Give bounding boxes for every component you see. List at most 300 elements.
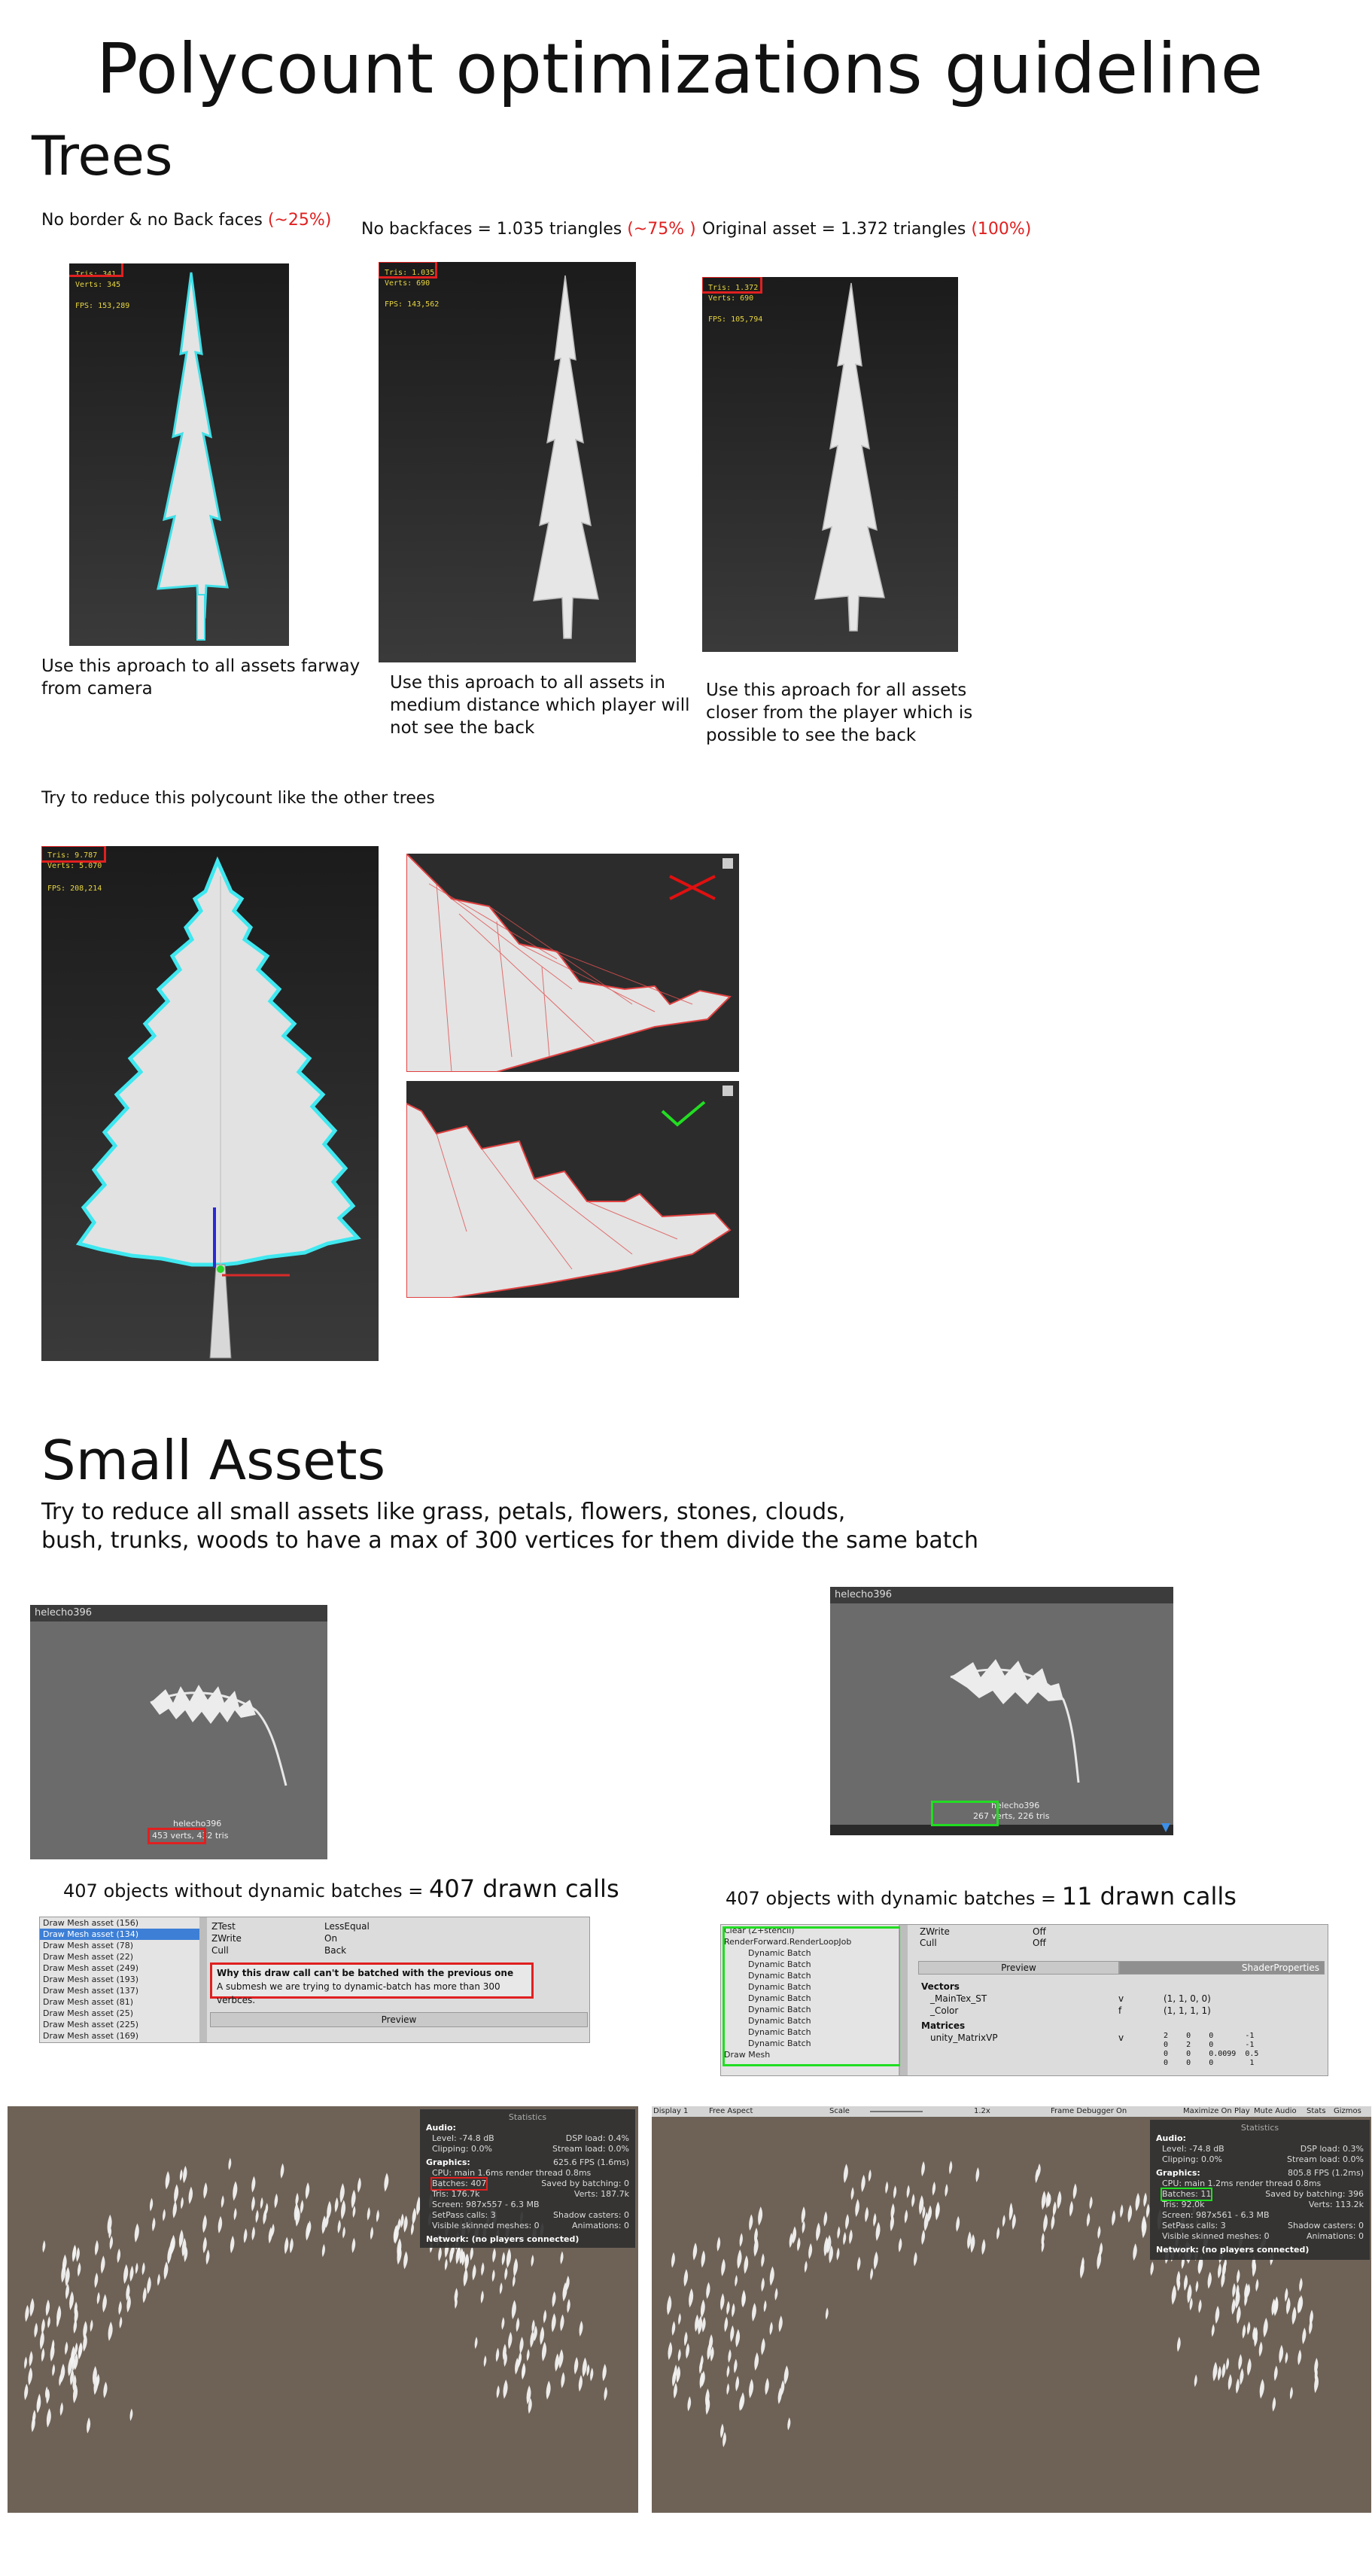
fern-instance (1215, 2306, 1220, 2324)
fern-instance (181, 2197, 184, 2209)
fern-instance (861, 2175, 865, 2192)
tree1-verts: Verts: 345 (75, 281, 121, 289)
fern-instance (50, 2343, 55, 2362)
fern-instance (25, 2305, 29, 2322)
fd-left-item[interactable]: Draw Mesh asset (25) (43, 2008, 134, 2018)
fern-instance (1043, 2214, 1048, 2233)
fern-instance (787, 2417, 790, 2430)
fern-instance (341, 2200, 345, 2219)
fern-instance (1097, 2226, 1100, 2240)
fern-instance (672, 2321, 676, 2335)
fd-left-item[interactable]: Draw Mesh asset (169) (43, 2031, 139, 2041)
fern-instance (914, 2252, 917, 2266)
fern-instance (1177, 2337, 1181, 2352)
big-tree-fps: FPS: 208,214 (47, 885, 102, 893)
fd-right-tabs (918, 1961, 1325, 1975)
fern-instance (580, 2321, 583, 2337)
fern-instance (932, 2182, 935, 2196)
fern-instance (1285, 2352, 1288, 2364)
toolbar-mute[interactable]: Mute Audio (1254, 2107, 1297, 2115)
fern-instance (74, 2319, 78, 2334)
fern-instance (173, 2201, 177, 2218)
fern-instance (586, 2364, 589, 2376)
fern-instance (492, 2270, 495, 2282)
fern-instance (376, 2209, 379, 2222)
fern-instance (1120, 2204, 1123, 2218)
toolbar-stats[interactable]: Stats (1307, 2107, 1326, 2115)
tree1-model (69, 263, 289, 646)
fern-instance (560, 2314, 564, 2331)
fern-instance (384, 2173, 388, 2191)
fern-instance (275, 2194, 278, 2209)
fern-instance (1247, 2322, 1250, 2335)
fd-left-warning-text: A submesh we are trying to dynamic-batch has more than 300 verbces. (217, 1981, 500, 2005)
fern-instance (735, 2275, 738, 2287)
fern-instance (1228, 2374, 1232, 2391)
fern-instance (1297, 2349, 1301, 2365)
stats-left-anims: Animations: 0 (571, 2221, 629, 2230)
fern-instance (805, 2261, 808, 2273)
caption-without-batching-post: drawn calls (475, 1874, 619, 1903)
fern-instance (32, 2416, 35, 2432)
reduce-caption: Try to reduce this polycount like the other trees (41, 789, 435, 808)
fern-instance (230, 2236, 235, 2253)
fern-instance (1212, 2324, 1215, 2337)
stats-left-setpass: SetPass calls: 3 (432, 2210, 496, 2220)
fern-instance (1087, 2212, 1090, 2227)
detail-bad-viewport (406, 854, 739, 1072)
fern-instance (97, 2292, 100, 2305)
fern-instance (507, 2249, 511, 2268)
stats-left-dsp: DSP load: 0.4% (565, 2133, 629, 2143)
fern-instance (367, 2207, 370, 2221)
stats-left-audio: Audio: (426, 2123, 456, 2133)
fern-instance (1208, 2272, 1212, 2289)
fern-instance (808, 2243, 812, 2259)
fern-instance (251, 2196, 255, 2211)
toolbar-frame-debugger[interactable]: Frame Debugger On (1051, 2107, 1127, 2115)
fern-instance (921, 2161, 925, 2176)
big-tree-model (41, 846, 379, 1361)
fern-instance (845, 2214, 849, 2230)
fd-right-item[interactable]: RenderForward.RenderLoopJob (724, 1937, 852, 1947)
toolbar-scale-label: Scale (829, 2107, 850, 2115)
fern-instance (95, 2240, 99, 2256)
fern-instance (400, 2213, 404, 2227)
fern-instance (726, 2383, 729, 2395)
fern-instance (949, 2160, 952, 2174)
fd-right-vec-type: f (1118, 2005, 1122, 2016)
fern-instance (1238, 2354, 1242, 2370)
fern-instance (61, 2264, 65, 2283)
fern-instance (481, 2262, 484, 2276)
fern-instance (120, 2316, 123, 2328)
fern-instance (244, 2228, 248, 2243)
fern-instance (174, 2184, 178, 2203)
fd-right-mat-name: unity_MatrixVP (930, 2032, 998, 2043)
fern-instance (24, 2357, 27, 2370)
fern-instance (512, 2300, 516, 2319)
fern-instance (752, 2303, 756, 2322)
fern-instance (843, 2232, 846, 2246)
fern-instance (123, 2264, 128, 2284)
fern-instance (555, 2353, 559, 2371)
fd-right-item[interactable]: Dynamic Batch (748, 1948, 811, 1958)
toolbar-aspect[interactable]: Free Aspect (709, 2107, 753, 2115)
fern-instance (496, 2348, 500, 2362)
big-tree-tris: Tris: 9.787 (47, 851, 98, 860)
fern-instance (552, 2291, 555, 2307)
stats-left-level: Level: -74.8 dB (432, 2133, 494, 2143)
fern-instance (338, 2220, 341, 2233)
fd-left-prop-val: LessEqual (324, 1921, 370, 1932)
fern-instance (1302, 2328, 1306, 2344)
fern-instance (1285, 2288, 1288, 2302)
stats-right-verts: Verts: 113.2k (1308, 2200, 1364, 2209)
fern-instance (911, 2194, 914, 2207)
toolbar-gizmos[interactable]: Gizmos (1334, 2107, 1361, 2115)
fern-instance (403, 2251, 408, 2269)
fern-instance (284, 2236, 288, 2254)
tree2-description: Use this aproach to all assets in medium distance which player will not see the back (390, 673, 690, 738)
fern-instance (412, 2208, 416, 2225)
fern-instance (1146, 2204, 1150, 2218)
fern-instance (260, 2197, 263, 2209)
tree3-model (702, 277, 958, 652)
small-assets-desc-line2: bush, trunks, woods to have a max of 300 vertices for them divide the same batch (41, 1527, 979, 1554)
fern-instance (945, 2184, 948, 2197)
fern-instance (717, 2236, 721, 2252)
fern-instance (844, 2163, 848, 2183)
fd-right-item[interactable]: Clear (Z+stencil) (724, 1926, 795, 1935)
fern-instance (574, 2357, 579, 2374)
stats-right-level: Level: -74.8 dB (1162, 2144, 1224, 2154)
fd-left-list[interactable] (40, 1917, 201, 2042)
fern-instance (470, 2246, 473, 2261)
fern-instance (823, 2212, 827, 2227)
stats-right-screen: Screen: 987x561 - 6.3 MB (1162, 2210, 1270, 2220)
fern-instance (228, 2157, 231, 2170)
fern-instance (503, 2380, 508, 2399)
fern-instance (1218, 2263, 1221, 2279)
fd-right-item[interactable]: Dynamic Batch (748, 1959, 811, 1969)
fern-instance (1226, 2358, 1229, 2370)
fern-instance (1150, 2261, 1154, 2276)
fern-instance (552, 2313, 556, 2332)
fern-instance (203, 2236, 207, 2253)
fd-right-item[interactable]: Dynamic Batch (748, 1993, 811, 2003)
fern-instance (780, 2380, 784, 2396)
fern-instance (689, 2288, 693, 2308)
fern-instance (754, 2352, 759, 2371)
fern-instance (527, 2349, 530, 2361)
fern-instance (851, 2187, 854, 2200)
fern-instance (678, 2349, 681, 2361)
fern-instance (508, 2332, 512, 2349)
stats-right-saved: Saved by batching: 396 (1265, 2189, 1364, 2199)
fern-instance (567, 2299, 570, 2313)
fd-right-shader-tab[interactable]: ShaderProperties (1119, 1961, 1325, 1975)
fern-instance (693, 2243, 698, 2261)
fern-right-verts: 267 verts, (973, 1811, 1015, 1821)
fern-instance (678, 2313, 681, 2325)
fd-right-item[interactable]: Dynamic Batch (748, 2027, 811, 2037)
fern-instance (41, 2319, 45, 2334)
fd-right-item[interactable]: Dynamic Batch (748, 1971, 811, 1981)
fern-instance (1232, 2283, 1236, 2297)
fern-instance (590, 2367, 593, 2381)
fern-instance (1240, 2368, 1243, 2385)
fd-right-item[interactable]: Dynamic Batch (748, 2005, 811, 2014)
stats-right-batches: Batches: 11 (1162, 2189, 1212, 2199)
fern-instance (40, 2331, 44, 2349)
caption-without-batching (63, 1874, 619, 1903)
fern-instance (65, 2267, 70, 2286)
fern-instance (1112, 2210, 1115, 2226)
fd-right-props (920, 1926, 1046, 1949)
fern-instance (206, 2249, 210, 2264)
fern-instance (1299, 2278, 1303, 2292)
fern-instance (1073, 2183, 1077, 2199)
fd-right-scrollbar[interactable] (900, 1925, 908, 2075)
game-view-left (8, 2106, 638, 2513)
fern-instance (1279, 2345, 1283, 2364)
fd-right-item[interactable]: Dynamic Batch (748, 1982, 811, 1992)
tree3-caption-text: Original asset = 1.372 triangles (702, 220, 966, 239)
fern-instance (29, 2351, 33, 2367)
fern-instance (1143, 2193, 1147, 2207)
fern-instance (1274, 2365, 1278, 2381)
stats-right-dsp: DSP load: 0.3% (1300, 2144, 1364, 2154)
tree3-tris: Tris: 1.372 (708, 284, 759, 292)
fern-instance (744, 2255, 748, 2274)
fern-instance (290, 2238, 294, 2254)
detail-bad-mesh (406, 854, 739, 1072)
tree2-caption-text: No backfaces = 1.035 triangles (361, 220, 622, 239)
fern-instance (928, 2206, 932, 2222)
fern-instance (674, 2383, 677, 2398)
stats-left-screen: Screen: 987x557 - 6.3 MB (432, 2200, 540, 2209)
fern-instance (724, 2317, 728, 2332)
fern-instance (164, 2261, 169, 2279)
fern-instance (1069, 2201, 1073, 2217)
fern-instance (1194, 2374, 1197, 2387)
stats-left-shadow: Shadow casters: 0 (553, 2210, 629, 2220)
fern-instance (265, 2203, 268, 2215)
fern-instance (1299, 2295, 1304, 2313)
fern-instance (761, 2253, 764, 2267)
fern-instance (1099, 2243, 1103, 2258)
fern-instance (118, 2301, 121, 2316)
small-assets-desc-line1: Try to reduce all small assets like grass, petals, flowers, stones, clouds, (41, 1499, 846, 1525)
fern-instance (1222, 2363, 1226, 2378)
stats-left-batches: Batches: 407 (432, 2179, 487, 2188)
fern-instance (1090, 2196, 1093, 2209)
tree3-viewport (702, 277, 958, 652)
stats-right-cpu: CPU: main 1.2ms render thread 0.8ms (1162, 2179, 1322, 2188)
fern-instance (1042, 2191, 1046, 2209)
fd-left-prop-key: ZTest (211, 1921, 236, 1932)
tree1-fps: FPS: 153,289 (75, 302, 130, 310)
fern-instance (28, 2367, 32, 2386)
fern-instance (981, 2239, 985, 2255)
stats-left-tris: Tris: 176.7k (432, 2189, 480, 2199)
fern-instance (836, 2248, 839, 2261)
fern-instance (749, 2379, 753, 2398)
stats-right-skinned: Visible skinned meshes: 0 (1162, 2231, 1270, 2241)
fern-instance (530, 2331, 534, 2348)
fern-instance (761, 2278, 764, 2292)
fern-instance (1046, 2191, 1050, 2209)
fern-instance (102, 2294, 107, 2313)
fern-instance (397, 2218, 400, 2232)
fd-left-item[interactable]: Draw Mesh asset (22) (43, 1952, 134, 1962)
fern-instance (147, 2276, 151, 2294)
fd-left-item[interactable]: Draw Mesh asset (193) (43, 1975, 139, 1984)
stats-left-graphics: Graphics: (426, 2157, 470, 2167)
fern-instance (47, 2408, 51, 2428)
fern-instance (481, 2291, 484, 2303)
stats-left-saved: Saved by batching: 0 (541, 2179, 629, 2188)
tree2-verts: Verts: 690 (385, 279, 430, 288)
fern-instance (671, 2252, 675, 2268)
frame-debugger-right (720, 1924, 1328, 2076)
fd-left-props (211, 1920, 370, 1956)
fern-instance (701, 2250, 705, 2267)
fern-instance (513, 2258, 518, 2277)
fern-instance (1218, 2366, 1221, 2381)
fern-instance (774, 2288, 777, 2300)
fern-instance (720, 2293, 724, 2310)
fd-left-item[interactable]: Draw Mesh asset (81) (43, 1997, 134, 2007)
tree1-description: Use this aproach to all assets farway from camera (41, 656, 360, 699)
fd-right-item[interactable]: Dynamic Batch (748, 2016, 811, 2026)
fern-window-left-title: helecho396 (30, 1605, 327, 1621)
fern-instance (531, 2255, 534, 2267)
fern-instance (905, 2209, 908, 2223)
fern-instance (52, 2364, 55, 2376)
toolbar-maximize[interactable]: Maximize On Play (1183, 2107, 1250, 2115)
fern-instance (202, 2215, 207, 2233)
fern-instance (797, 2237, 800, 2252)
fern-instance (802, 2206, 805, 2224)
fern-left-verts-highlight (148, 1828, 206, 1844)
tree2-viewport (379, 262, 636, 662)
stats-right-setpass: SetPass calls: 3 (1162, 2221, 1226, 2230)
fern-instance (142, 2262, 145, 2275)
fern-instance (816, 2222, 820, 2241)
fern-instance (720, 2424, 724, 2438)
fd-left-item[interactable]: Draw Mesh asset (78) (43, 1941, 134, 1950)
fern-instance (562, 2282, 567, 2302)
stats-panel-left (420, 2109, 635, 2248)
fern-instance (357, 2177, 361, 2192)
fern-instance (110, 2236, 113, 2250)
fern-instance (129, 2266, 133, 2282)
fern-instance (171, 2235, 175, 2255)
fd-left-item[interactable]: Draw Mesh asset (225) (43, 2020, 139, 2029)
fern-window-right (830, 1587, 1173, 1835)
fd-left-item[interactable]: Draw Mesh asset (137) (43, 1986, 139, 1996)
fern-instance (76, 2247, 80, 2262)
fern-instance (761, 2338, 765, 2355)
toolbar-scale-value: 1.2x (974, 2107, 990, 2115)
fern-instance (579, 2375, 583, 2392)
fern-instance (604, 2386, 607, 2401)
fern-right-label: helecho396 (991, 1801, 1040, 1810)
fern-instance (893, 2185, 896, 2199)
fern-instance (501, 2317, 504, 2330)
fern-instance (855, 2199, 859, 2217)
fern-left-label: helecho396 (173, 1819, 222, 1828)
fern-instance (749, 2214, 753, 2230)
fd-left-preview-label: Preview (381, 2014, 417, 2025)
fd-left-item[interactable]: Draw Mesh asset (249) (43, 1963, 139, 1973)
fern-instance (1184, 2275, 1188, 2291)
fern-instance (78, 2343, 82, 2360)
stats-left-fps: 625.6 FPS (1.6ms) (553, 2157, 629, 2167)
fern-instance (24, 2384, 28, 2401)
fern-instance (445, 2258, 448, 2270)
fern-instance (1243, 2325, 1246, 2339)
toolbar-display[interactable]: Display 1 (653, 2107, 689, 2115)
fd-left-scrollbar[interactable] (199, 1917, 207, 2042)
tree2-percent: (~75% ) (627, 220, 696, 239)
fd-right-item[interactable]: Draw Mesh (724, 2050, 771, 2060)
fd-left-prop-val: On (324, 1933, 338, 1944)
fern-instance (826, 2307, 829, 2319)
detail-good-mesh (406, 1081, 739, 1298)
fern-instance (129, 2409, 132, 2422)
fern-instance (1237, 2270, 1240, 2284)
fern-instance (306, 2182, 309, 2200)
fern-instance (1259, 2342, 1263, 2357)
fd-right-preview-tab[interactable]: Preview (918, 1961, 1119, 1975)
fern-instance (975, 2167, 979, 2182)
caption-with-batching-num: 11 (1061, 1882, 1093, 1911)
fd-left-preview-tab[interactable] (210, 2012, 588, 2027)
caption-without-batching-num: 407 (429, 1874, 476, 1903)
fern-right-model (830, 1587, 1173, 1835)
fern-instance (221, 2195, 224, 2208)
fd-right-item[interactable]: Dynamic Batch (748, 2039, 811, 2048)
fern-instance (353, 2206, 356, 2218)
tree1-caption-text: No border & no Back faces (41, 211, 263, 230)
fern-instance (152, 2218, 155, 2232)
tree3-fps: FPS: 105,794 (708, 315, 763, 324)
fern-instance (180, 2169, 183, 2181)
page-title: Polycount optimizations guideline (96, 29, 1264, 109)
fd-left-prop-val: Back (324, 1945, 347, 1956)
fern-instance (492, 2248, 496, 2262)
caption-without-batching-text: 407 objects without dynamic batches = (63, 1880, 429, 1902)
game-view-right (652, 2106, 1371, 2513)
fern-instance (1212, 2361, 1217, 2381)
fern-instance (758, 2206, 762, 2225)
stats-left-title: Statistics (508, 2112, 547, 2122)
stats-right-graphics: Graphics: (1156, 2168, 1200, 2178)
stats-right-network: Network: (no players connected) (1156, 2245, 1310, 2255)
fd-left-item-selected[interactable]: Draw Mesh asset (134) (40, 1929, 199, 1940)
fern-instance (251, 2176, 255, 2193)
fern-instance (721, 2258, 726, 2276)
stats-right-anims: Animations: 0 (1306, 2231, 1364, 2241)
fern-instance (542, 2342, 546, 2361)
fd-left-item[interactable]: Draw Mesh asset (156) (43, 1918, 139, 1928)
fern-instance (90, 2319, 93, 2331)
caption-with-batching-post: drawn calls (1092, 1882, 1237, 1911)
fd-left-prop-key: Cull (211, 1945, 229, 1956)
